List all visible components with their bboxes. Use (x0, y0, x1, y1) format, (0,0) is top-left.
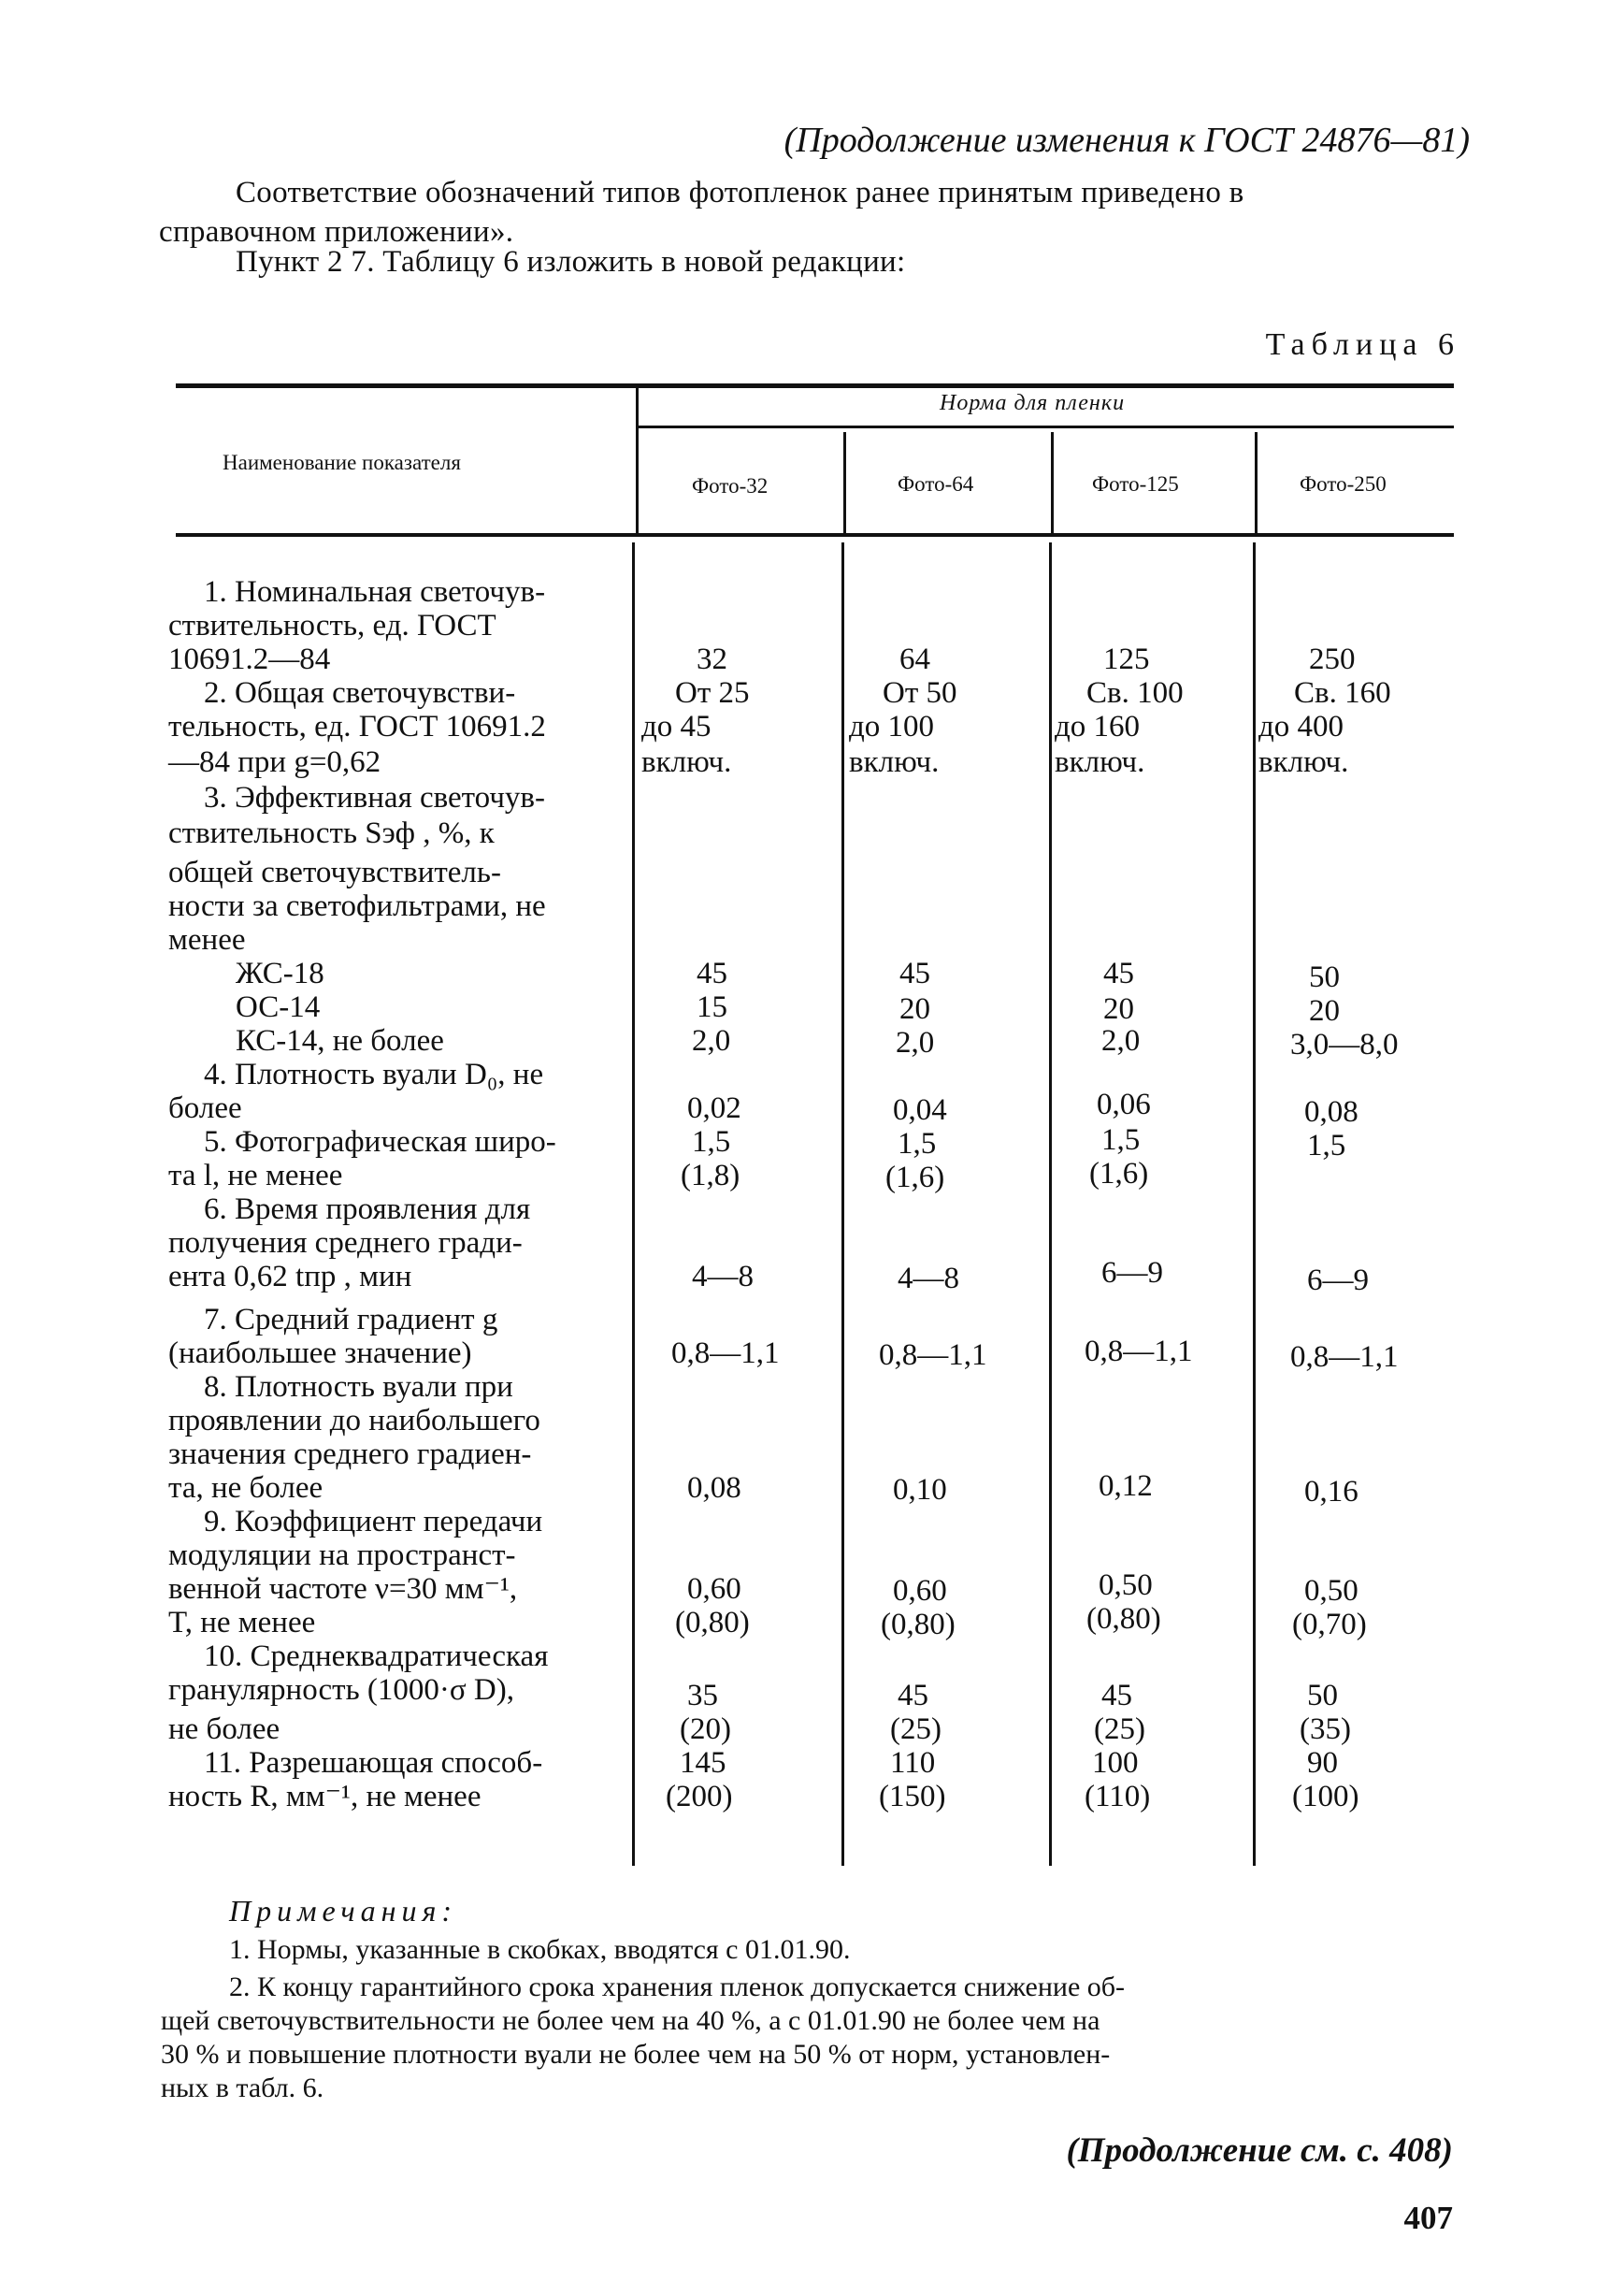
row-6-name-line-2: получения среднего гради- (168, 1226, 523, 1260)
col-divider-header-1 (843, 432, 846, 533)
row-9-name-line-2: модуляции на пространст- (168, 1538, 516, 1572)
r8-foto32: 0,08 (687, 1471, 741, 1505)
table-top-rule (176, 383, 1454, 388)
row-10-name-line-3: не более (168, 1712, 280, 1746)
r6-foto32: 4—8 (692, 1260, 754, 1293)
row-1-name-line-3: 10691.2—84 (168, 643, 331, 676)
r11-foto64-l2: (150) (879, 1780, 946, 1813)
r5-foto32-l2: (1,8) (681, 1159, 740, 1192)
os14-foto64: 20 (899, 992, 930, 1026)
r2-foto64-l2: до 100 (849, 710, 935, 744)
r8-foto125: 0,12 (1099, 1469, 1153, 1503)
r2-foto32-l3: включ. (641, 745, 732, 779)
r9-foto64-l2: (0,80) (881, 1608, 956, 1641)
col-header-foto-250: Фото-250 (1300, 472, 1387, 496)
r4-foto125: 0,06 (1097, 1088, 1151, 1121)
row-10-name-line-2: гранулярность (1000·σ D), (168, 1673, 514, 1707)
row-ks14-name: КС-14, не более (236, 1024, 444, 1058)
r10-foto250-l1: 50 (1307, 1679, 1338, 1712)
note-1: 1. Нормы, указанные в скобках, вводятся с 01.01.90. (229, 1934, 851, 1965)
r1-foto64: 64 (899, 643, 930, 676)
table-title: Таблица 6 (1265, 327, 1460, 362)
row-2-name-line-1: 2. Общая светочувстви- (204, 676, 516, 710)
r9-foto125-l1: 0,50 (1099, 1568, 1153, 1602)
r5-foto64-l2: (1,6) (885, 1161, 945, 1194)
r11-foto32-l1: 145 (680, 1746, 726, 1780)
r10-foto64-l1: 45 (898, 1679, 928, 1712)
r10-foto32-l2: (20) (680, 1712, 731, 1746)
row-11-name-line-2: ность R, мм⁻¹, не менее (168, 1780, 482, 1813)
row-5-name-line-2: та l, не менее (168, 1159, 343, 1192)
r2-foto64-l3: включ. (849, 745, 940, 779)
r6-foto125: 6—9 (1101, 1256, 1163, 1290)
r2-foto64-l1: От 50 (883, 676, 957, 710)
os14-foto32: 15 (697, 990, 727, 1024)
col-divider-body-3 (1253, 542, 1256, 1866)
os14-foto250: 20 (1309, 994, 1340, 1028)
page-header: (Продолжение изменения к ГОСТ 24876—81) (783, 121, 1470, 160)
col-header-foto-32: Фото-32 (692, 474, 769, 498)
r2-foto250-l2: до 400 (1258, 710, 1344, 744)
row-8-name-line-3: значения среднего градиен- (168, 1437, 532, 1471)
row-2-name-line-3: —84 при g=0,62 (168, 745, 381, 779)
row-zs18-name: ЖС-18 (236, 957, 324, 990)
os14-foto125: 20 (1103, 992, 1134, 1026)
r5-foto250-l1: 1,5 (1307, 1129, 1346, 1162)
r4-foto32: 0,02 (687, 1091, 741, 1125)
r7-foto32: 0,8—1,1 (671, 1336, 780, 1370)
r1-foto125: 125 (1103, 643, 1150, 676)
row-9-name-line-1: 9. Коэффициент передачи (204, 1505, 543, 1538)
zs18-foto250: 50 (1309, 960, 1340, 994)
r11-foto125-l1: 100 (1092, 1746, 1139, 1780)
note-2-line-3: 30 % и повышение плотности вуали не более чем на 50 % от норм, установлен- (161, 2039, 1111, 2070)
r4-foto250: 0,08 (1304, 1095, 1358, 1129)
r2-foto32-l1: От 25 (675, 676, 750, 710)
col-divider-header-2 (1051, 432, 1054, 533)
col-divider-body-1 (841, 542, 844, 1866)
row-4-name-line-1: 4. Плотность вуали D₀, не (204, 1058, 544, 1091)
ks14-foto250: 3,0—8,0 (1290, 1028, 1399, 1061)
row-9-name-line-4: T, не менее (168, 1606, 316, 1639)
r10-foto125-l1: 45 (1101, 1679, 1132, 1712)
r9-foto64-l1: 0,60 (893, 1574, 947, 1608)
r5-foto64-l1: 1,5 (898, 1127, 937, 1161)
row-3-name-line-1: 3. Эффективная светочув- (204, 781, 545, 815)
row-11-name-line-1: 11. Разрешающая способ- (204, 1746, 543, 1780)
row-7-name-line-1: 7. Средний градиент g (204, 1303, 498, 1336)
continuation-note: (Продолжение см. с. 408) (1066, 2131, 1453, 2170)
row-3-name-line-3: общей светочувствитель- (168, 856, 501, 889)
row-6-name-line-1: 6. Время проявления для (204, 1192, 531, 1226)
row-8-name-line-2: проявлении до наибольшего (168, 1404, 540, 1437)
r11-foto32-l2: (200) (666, 1780, 733, 1813)
intro-line-1: Соответствие обозначений типов фотопленок ранее принятым приведено в (236, 176, 1244, 209)
r4-foto64: 0,04 (893, 1093, 947, 1127)
page-number: 407 (1403, 2200, 1453, 2236)
r11-foto250-l2: (100) (1292, 1780, 1359, 1813)
notes-title: Примечания: (229, 1894, 457, 1928)
r9-foto125-l2: (0,80) (1086, 1602, 1161, 1636)
ks14-foto32: 2,0 (692, 1024, 731, 1058)
r1-foto32: 32 (697, 643, 727, 676)
zs18-foto125: 45 (1103, 957, 1134, 990)
r9-foto250-l1: 0,50 (1304, 1574, 1358, 1608)
ks14-foto125: 2,0 (1101, 1024, 1141, 1058)
ks14-foto64: 2,0 (896, 1026, 935, 1060)
row-3-name-line-2: ствительность Sэф , %, к (168, 816, 495, 850)
row-3-name-line-5: менее (168, 923, 246, 957)
group-header-rule (638, 426, 1454, 428)
r11-foto64-l1: 110 (890, 1746, 936, 1780)
col-divider-header-3 (1255, 432, 1258, 533)
r9-foto32-l2: (0,80) (675, 1606, 750, 1639)
r6-foto64: 4—8 (898, 1262, 959, 1295)
r11-foto250-l1: 90 (1307, 1746, 1338, 1780)
row-os14-name: ОС-14 (236, 990, 321, 1024)
row-2-name-line-2: тельность, ед. ГОСТ 10691.2 (168, 710, 546, 744)
row-6-name-line-3: ента 0,62 tпр , мин (168, 1260, 412, 1293)
row-10-name-line-1: 10. Среднеквадратическая (204, 1639, 549, 1673)
r8-foto250: 0,16 (1304, 1475, 1358, 1509)
group-header-norm: Норма для пленки (940, 391, 1126, 415)
col-header-foto-125: Фото-125 (1092, 472, 1179, 496)
row-5-name-line-1: 5. Фотографическая широ- (204, 1125, 556, 1159)
r10-foto64-l2: (25) (890, 1712, 942, 1746)
row-1-name-line-1: 1. Номинальная светочув- (204, 575, 546, 609)
row-9-name-line-3: венной частоте ν=30 мм⁻¹, (168, 1572, 518, 1606)
r7-foto125: 0,8—1,1 (1085, 1335, 1193, 1368)
r7-foto64: 0,8—1,1 (879, 1338, 987, 1372)
note-2-line-4: ных в табл. 6. (161, 2072, 324, 2103)
row-3-name-line-4: ности за светофильтрами, не (168, 889, 546, 923)
intro-line-2: справочном приложении». (159, 215, 514, 249)
row-1-name-line-2: ствительность, ед. ГОСТ (168, 609, 496, 643)
r11-foto125-l2: (110) (1085, 1780, 1151, 1813)
row-4-name-line-2: более (168, 1091, 242, 1125)
r5-foto32-l1: 1,5 (692, 1125, 731, 1159)
r2-foto250-l3: включ. (1258, 745, 1349, 779)
r9-foto250-l2: (0,70) (1292, 1608, 1367, 1641)
header-bottom-rule (176, 533, 1454, 537)
note-2-line-1: 2. К концу гарантийного срока хранения пленок допускается снижение об- (229, 1971, 1126, 2002)
note-2-line-2: щей светочувствительности не более чем на 40 %, а с 01.01.90 не более чем на (161, 2005, 1100, 2036)
r5-foto125-l2: (1,6) (1089, 1157, 1149, 1191)
r2-foto250-l1: Св. 160 (1294, 676, 1391, 710)
r10-foto250-l2: (35) (1300, 1712, 1351, 1746)
row-7-name-line-2: (наибольшее значение) (168, 1336, 472, 1370)
r2-foto125-l1: Св. 100 (1086, 676, 1184, 710)
zs18-foto32: 45 (697, 957, 727, 990)
r8-foto64: 0,10 (893, 1473, 947, 1507)
r10-foto32-l1: 35 (687, 1679, 718, 1712)
col-divider-body-0 (632, 542, 635, 1866)
intro-line-3: Пункт 2 7. Таблицу 6 изложить в новой редакции: (236, 245, 906, 279)
r2-foto125-l3: включ. (1055, 745, 1145, 779)
row-8-name-line-1: 8. Плотность вуали при (204, 1370, 513, 1404)
r5-foto125-l1: 1,5 (1101, 1123, 1141, 1157)
col-header-indicator: Наименование показателя (223, 451, 461, 474)
r1-foto250: 250 (1309, 643, 1356, 676)
r9-foto32-l1: 0,60 (687, 1572, 741, 1606)
r6-foto250: 6—9 (1307, 1264, 1369, 1297)
r10-foto125-l2: (25) (1094, 1712, 1145, 1746)
zs18-foto64: 45 (899, 957, 930, 990)
col-divider-body-2 (1049, 542, 1052, 1866)
r7-foto250: 0,8—1,1 (1290, 1340, 1399, 1374)
r2-foto125-l2: до 160 (1055, 710, 1141, 744)
col-header-foto-64: Фото-64 (898, 472, 974, 496)
row-8-name-line-4: та, не более (168, 1471, 323, 1505)
col-divider-header-0 (636, 388, 639, 533)
r2-foto32-l2: до 45 (641, 710, 712, 744)
